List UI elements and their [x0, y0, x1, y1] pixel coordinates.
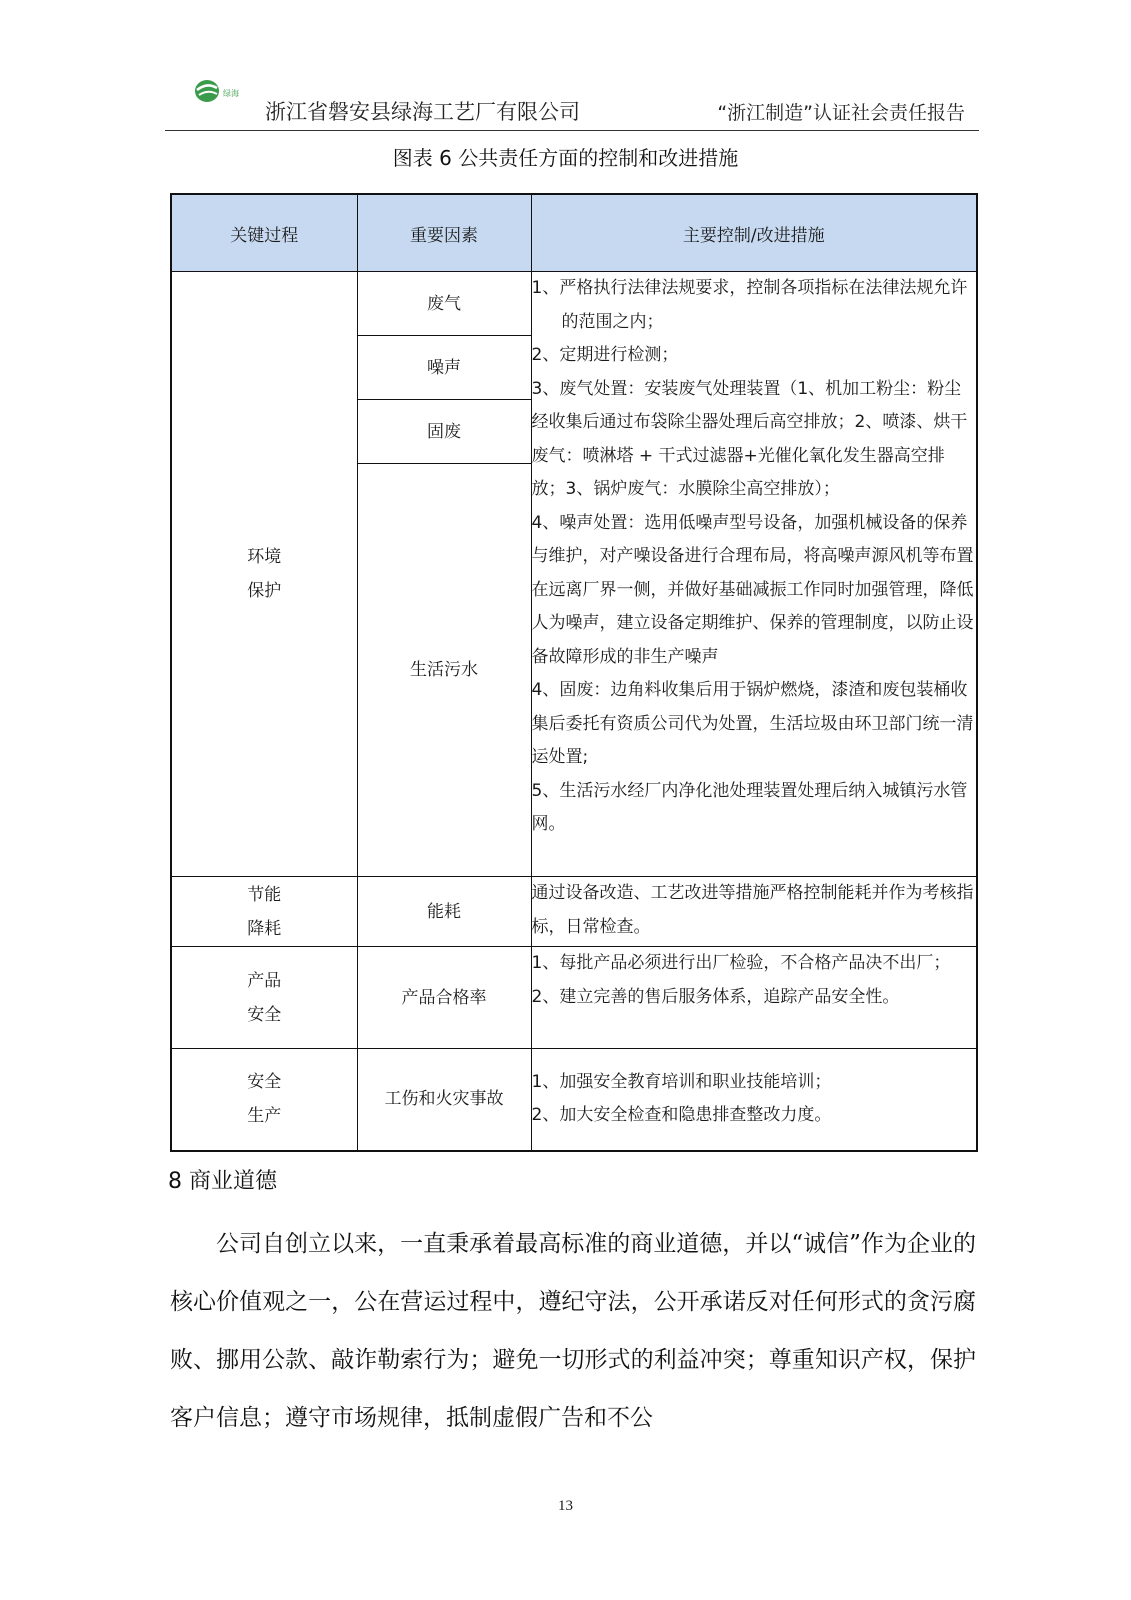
key-safety: 安全 生产: [171, 1049, 357, 1151]
measures-product: 1、每批产品必须进行出厂检验，不合格产品决不出厂； 2、建立完善的售后服务体系，追踪产品安全性。: [531, 947, 977, 1049]
header-factor: 重要因素: [357, 194, 531, 272]
company-name: 浙江省磐安县绿海工艺厂有限公司: [265, 100, 580, 124]
factor-safety: 工伤和火灾事故: [357, 1049, 531, 1151]
measures-energy: 通过设备改造、工艺改进等措施严格控制能耗并作为考核指标，日常检查。: [531, 877, 977, 947]
key-energy: 节能 降耗: [171, 877, 357, 947]
measures-safety: 1、加强安全教育培训和职业技能培训； 2、加大安全检查和隐患排查整改力度。: [531, 1049, 977, 1151]
factor-solid-waste: 固废: [357, 400, 531, 464]
factor-exhaust: 废气: [357, 272, 531, 336]
page-header: [165, 70, 979, 131]
section-title: 8 商业道德: [168, 1169, 277, 1194]
control-measures-table: [170, 193, 978, 1152]
header-key-process: 关键过程: [171, 194, 357, 272]
measures-env: 1、严格执行法律法规要求，控制各项指标在法律法规允许的范围之内； 2、定期进行检测； 3、废气处置：安装废气处理装置（1、机加工粉尘：粉尘经收集后通过布袋除尘器处理后高空排放；2、喷漆、烘干废气：喷淋塔 + 干式过滤器+光催化氧化发生器高空排放；3、锅炉废气：水膜除尘高空排放）； 4、噪声处置：选用低噪声型号设备，加强机械设备的保养与维护，对产噪设备进行合理布局，将高噪声源风机等布置在远离厂界一侧，并做好基础减振工作同时加强管理，降低人为噪声，建立设备定期维护、保养的管理制度，以防止设备故障形成的非生产噪声 4、固废：边角料收集后用于锅炉燃烧，漆渣和废包装桶收集后委托有资质公司代为处置，生活垃圾由环卫部门统一清运处置; 5、生活污水经厂内净化池处理装置处理后纳入城镇污水管网。: [531, 272, 977, 877]
table-row: [171, 1049, 977, 1151]
table-header-row: [171, 194, 977, 272]
page-number: 13: [558, 1498, 573, 1514]
table-caption: 图表 6 公共责任方面的控制和改进措施: [392, 146, 739, 170]
factor-sewage: 生活污水: [357, 464, 531, 877]
table-row: [171, 877, 977, 947]
key-env: 环境 保护: [171, 272, 357, 877]
logo-text: 绿海: [223, 89, 239, 98]
factor-noise: 噪声: [357, 336, 531, 400]
table-row: [171, 272, 977, 336]
factor-product: 产品合格率: [357, 947, 531, 1049]
key-product: 产品 安全: [171, 947, 357, 1049]
company-logo-icon: [193, 76, 253, 106]
table-row: [171, 947, 977, 1049]
header-measures: 主要控制/改进措施: [531, 194, 977, 272]
report-title: “浙江制造”认证社会责任报告: [717, 102, 965, 124]
factor-energy: 能耗: [357, 877, 531, 947]
body-paragraph: 公司自创立以来，一直秉承着最高标准的商业道德，并以“诚信”作为企业的核心价值观之一，公在营运过程中，遵纪守法，公开承诺反对任何形式的贪污腐败、挪用公款、敲诈勒索行为；避免一切形式的利益冲突；尊重知识产权，保护客户信息；遵守市场规律，抵制虚假广告和不公: [170, 1231, 976, 1431]
